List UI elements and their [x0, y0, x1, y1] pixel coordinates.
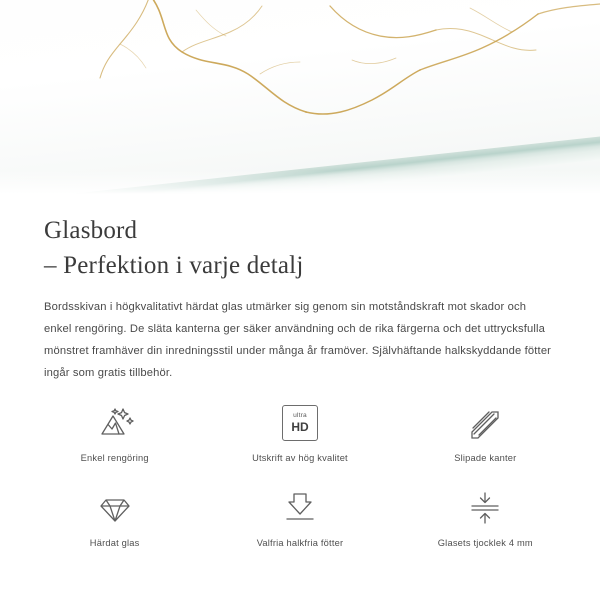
- headline-line-1: Glasbord: [44, 217, 138, 244]
- feature-label: Härdat glas: [89, 538, 140, 548]
- anti-slip-foot-icon: [277, 485, 323, 531]
- feature-grid: [0, 400, 600, 548]
- diamond-icon: [92, 485, 138, 531]
- feature-item-polished-edges: [393, 400, 578, 463]
- hero-bottom-fade: [0, 170, 600, 196]
- ultra-hd-badge-top: ultra: [293, 412, 307, 420]
- headline-line-2: – Perfektion i varje detalj: [44, 251, 304, 279]
- hero-product-image: [0, 0, 600, 196]
- thickness-arrows-icon: [462, 485, 508, 531]
- gold-veins-icon: [0, 0, 600, 196]
- feature-item-easy-cleaning: [22, 400, 207, 463]
- feature-item-tempered-glass: [22, 485, 207, 548]
- feature-item-glass-thickness: [393, 485, 578, 548]
- feature-label: Utskrift av hög kvalitet: [252, 453, 348, 463]
- ultra-hd-icon: [277, 400, 323, 446]
- product-description-block: [0, 196, 600, 384]
- description-paragraph: Bordsskivan i högkvalitativt härdat glas utmärker sig genom sin motståndskraft mot skador och enkel rengöring. De släta kanterna ger säker användning och de rika färgerna och det uttrycksfulla mönstret framhäver din inredningsstil under många år framöver. Självhäftande halkskyddande fötter ingår som gratis tillbehör.: [44, 301, 552, 379]
- ultra-hd-badge-bottom: HD: [291, 419, 309, 434]
- feature-label: Enkel rengöring: [80, 453, 149, 463]
- feature-item-print-quality: [207, 400, 392, 463]
- polished-edges-icon: [462, 400, 508, 446]
- feature-label: Slipade kanter: [454, 453, 517, 463]
- page-title: [0, 196, 600, 283]
- feature-label: Glasets tjocklek 4 mm: [437, 538, 533, 548]
- feature-label: Valfria halkfria fötter: [256, 538, 344, 548]
- feature-item-anti-slip-feet: [207, 485, 392, 548]
- sparkle-cloth-icon: [92, 400, 138, 446]
